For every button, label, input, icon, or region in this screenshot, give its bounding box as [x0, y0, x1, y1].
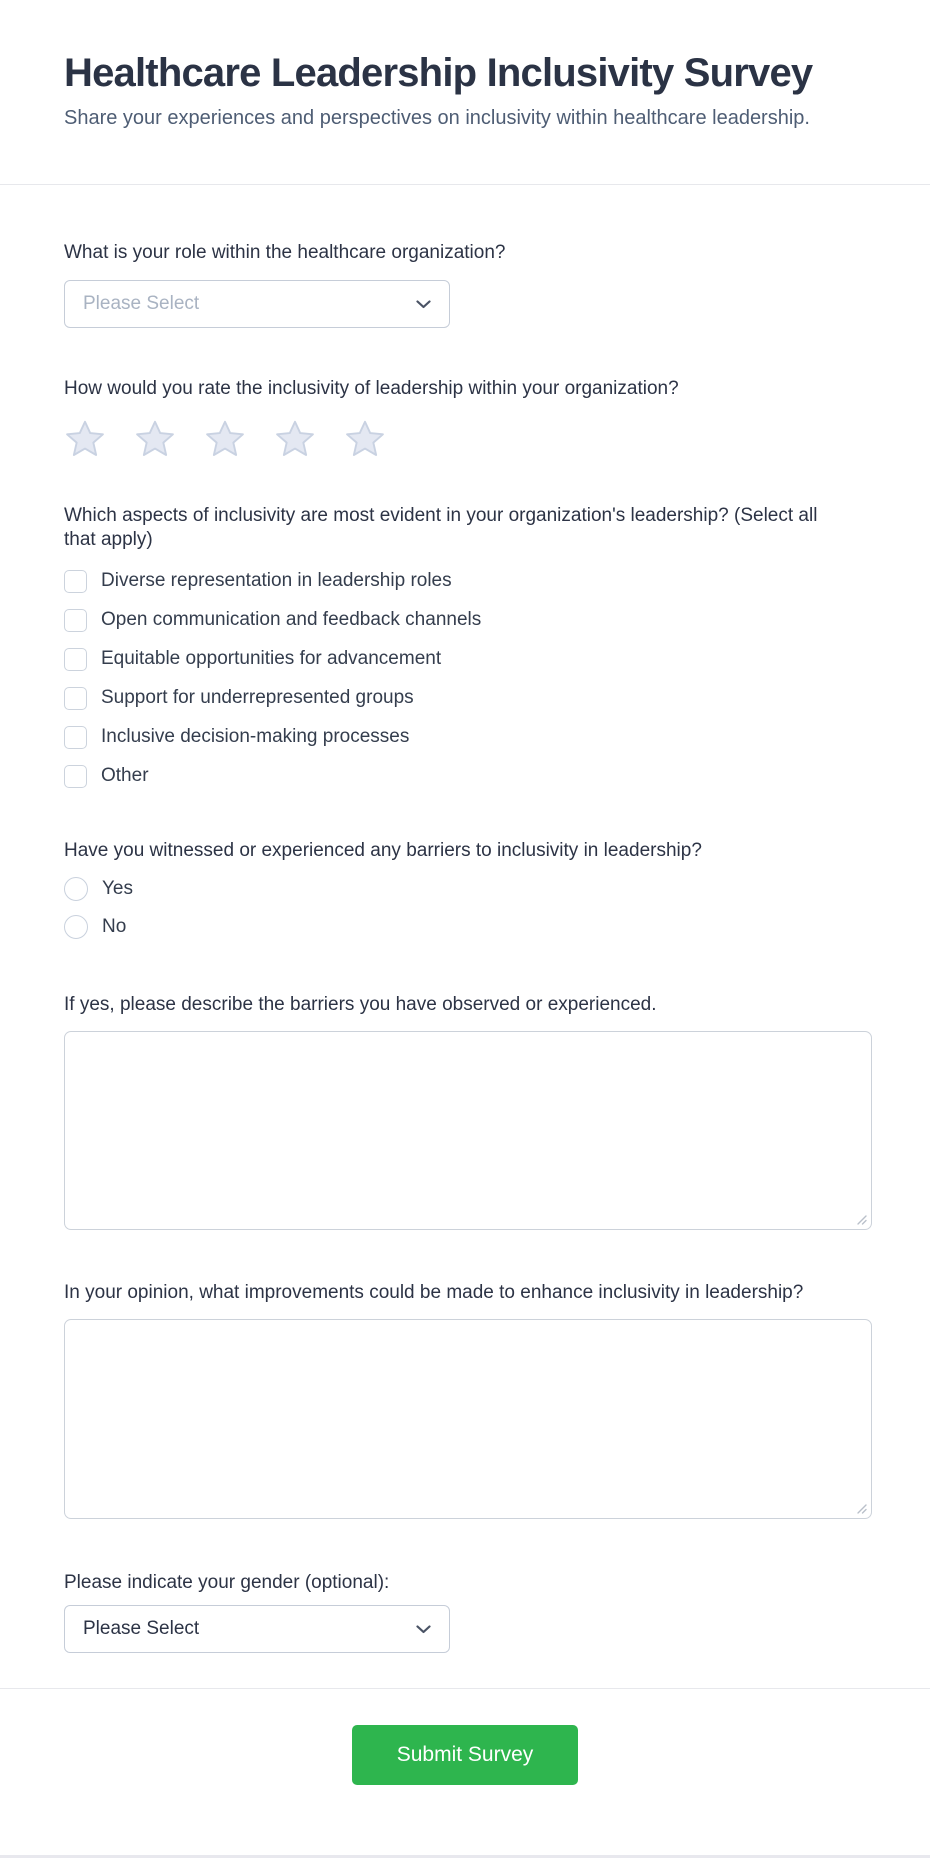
radio-option-yes[interactable] — [64, 877, 872, 901]
page-title: Healthcare Leadership Inclusivity Survey — [64, 51, 813, 95]
form-body — [0, 241, 930, 1653]
question-aspects-label: Which aspects of inclusivity are most evident in your organization's leadership? (Select all that apply) — [64, 505, 818, 550]
submit-survey-button[interactable]: Submit Survey — [352, 1725, 578, 1785]
star-icon[interactable] — [274, 419, 316, 459]
inclusivity-rating — [64, 419, 872, 459]
chevron-down-icon — [416, 300, 431, 309]
gender-select-value: Please Select — [83, 1618, 200, 1639]
radio-input[interactable] — [64, 877, 88, 901]
checkbox-input[interactable] — [64, 765, 87, 788]
star-icon[interactable] — [134, 419, 176, 459]
checkbox-input[interactable] — [64, 570, 87, 593]
checkbox-input[interactable] — [64, 609, 87, 632]
role-select[interactable] — [64, 280, 450, 328]
radio-input[interactable] — [64, 915, 88, 939]
question-barriers-label: Have you witnessed or experienced any barriers to inclusivity in leadership? — [64, 840, 702, 861]
question-role-label: What is your role within the healthcare organization? — [64, 242, 506, 263]
radio-option-no[interactable] — [64, 915, 872, 939]
star-icon[interactable] — [204, 419, 246, 459]
checkbox-input[interactable] — [64, 648, 87, 671]
checkbox-label: Open communication and feedback channels — [101, 609, 482, 630]
star-icon[interactable] — [344, 419, 386, 459]
checkbox-option-support-underrepresented[interactable] — [64, 686, 872, 710]
checkbox-label: Diverse representation in leadership roles — [101, 570, 452, 591]
barriers-textarea-wrap — [64, 1031, 872, 1230]
aspects-checkbox-group — [64, 569, 872, 788]
radio-label: No — [102, 916, 127, 937]
checkbox-label: Support for underrepresented groups — [101, 687, 414, 708]
form-header — [0, 0, 930, 185]
checkbox-label: Equitable opportunities for advancement — [101, 648, 442, 669]
checkbox-input[interactable] — [64, 726, 87, 749]
form-footer — [0, 1689, 930, 1785]
checkbox-option-diverse-representation[interactable] — [64, 569, 872, 593]
checkbox-option-equitable-opportunities[interactable] — [64, 647, 872, 671]
question-describe-barriers-label: If yes, please describe the barriers you have observed or experienced. — [64, 994, 657, 1015]
checkbox-option-open-communication[interactable] — [64, 608, 872, 632]
gender-select[interactable] — [64, 1605, 450, 1653]
improvements-textarea[interactable] — [64, 1319, 872, 1519]
barriers-textarea[interactable] — [64, 1031, 872, 1230]
question-gender-label: Please indicate your gender (optional): — [64, 1572, 390, 1593]
barriers-radio-group — [64, 877, 872, 939]
checkbox-label: Other — [101, 765, 149, 786]
improvements-textarea-wrap — [64, 1319, 872, 1519]
checkbox-option-other[interactable] — [64, 764, 872, 788]
question-rating-label: How would you rate the inclusivity of leadership within your organization? — [64, 378, 679, 399]
radio-label: Yes — [102, 878, 133, 899]
checkbox-option-inclusive-decision-making[interactable] — [64, 725, 872, 749]
role-select-value: Please Select — [83, 293, 200, 314]
chevron-down-icon — [416, 1625, 431, 1634]
resize-handle-icon[interactable] — [855, 1213, 867, 1225]
checkbox-input[interactable] — [64, 687, 87, 710]
checkbox-label: Inclusive decision-making processes — [101, 726, 410, 747]
resize-handle-icon[interactable] — [855, 1502, 867, 1514]
question-improvements-label: In your opinion, what improvements could be made to enhance inclusivity in leadership? — [64, 1282, 804, 1303]
page-subtitle: Share your experiences and perspectives on inclusivity within healthcare leadership. — [64, 107, 810, 129]
star-icon[interactable] — [64, 419, 106, 459]
